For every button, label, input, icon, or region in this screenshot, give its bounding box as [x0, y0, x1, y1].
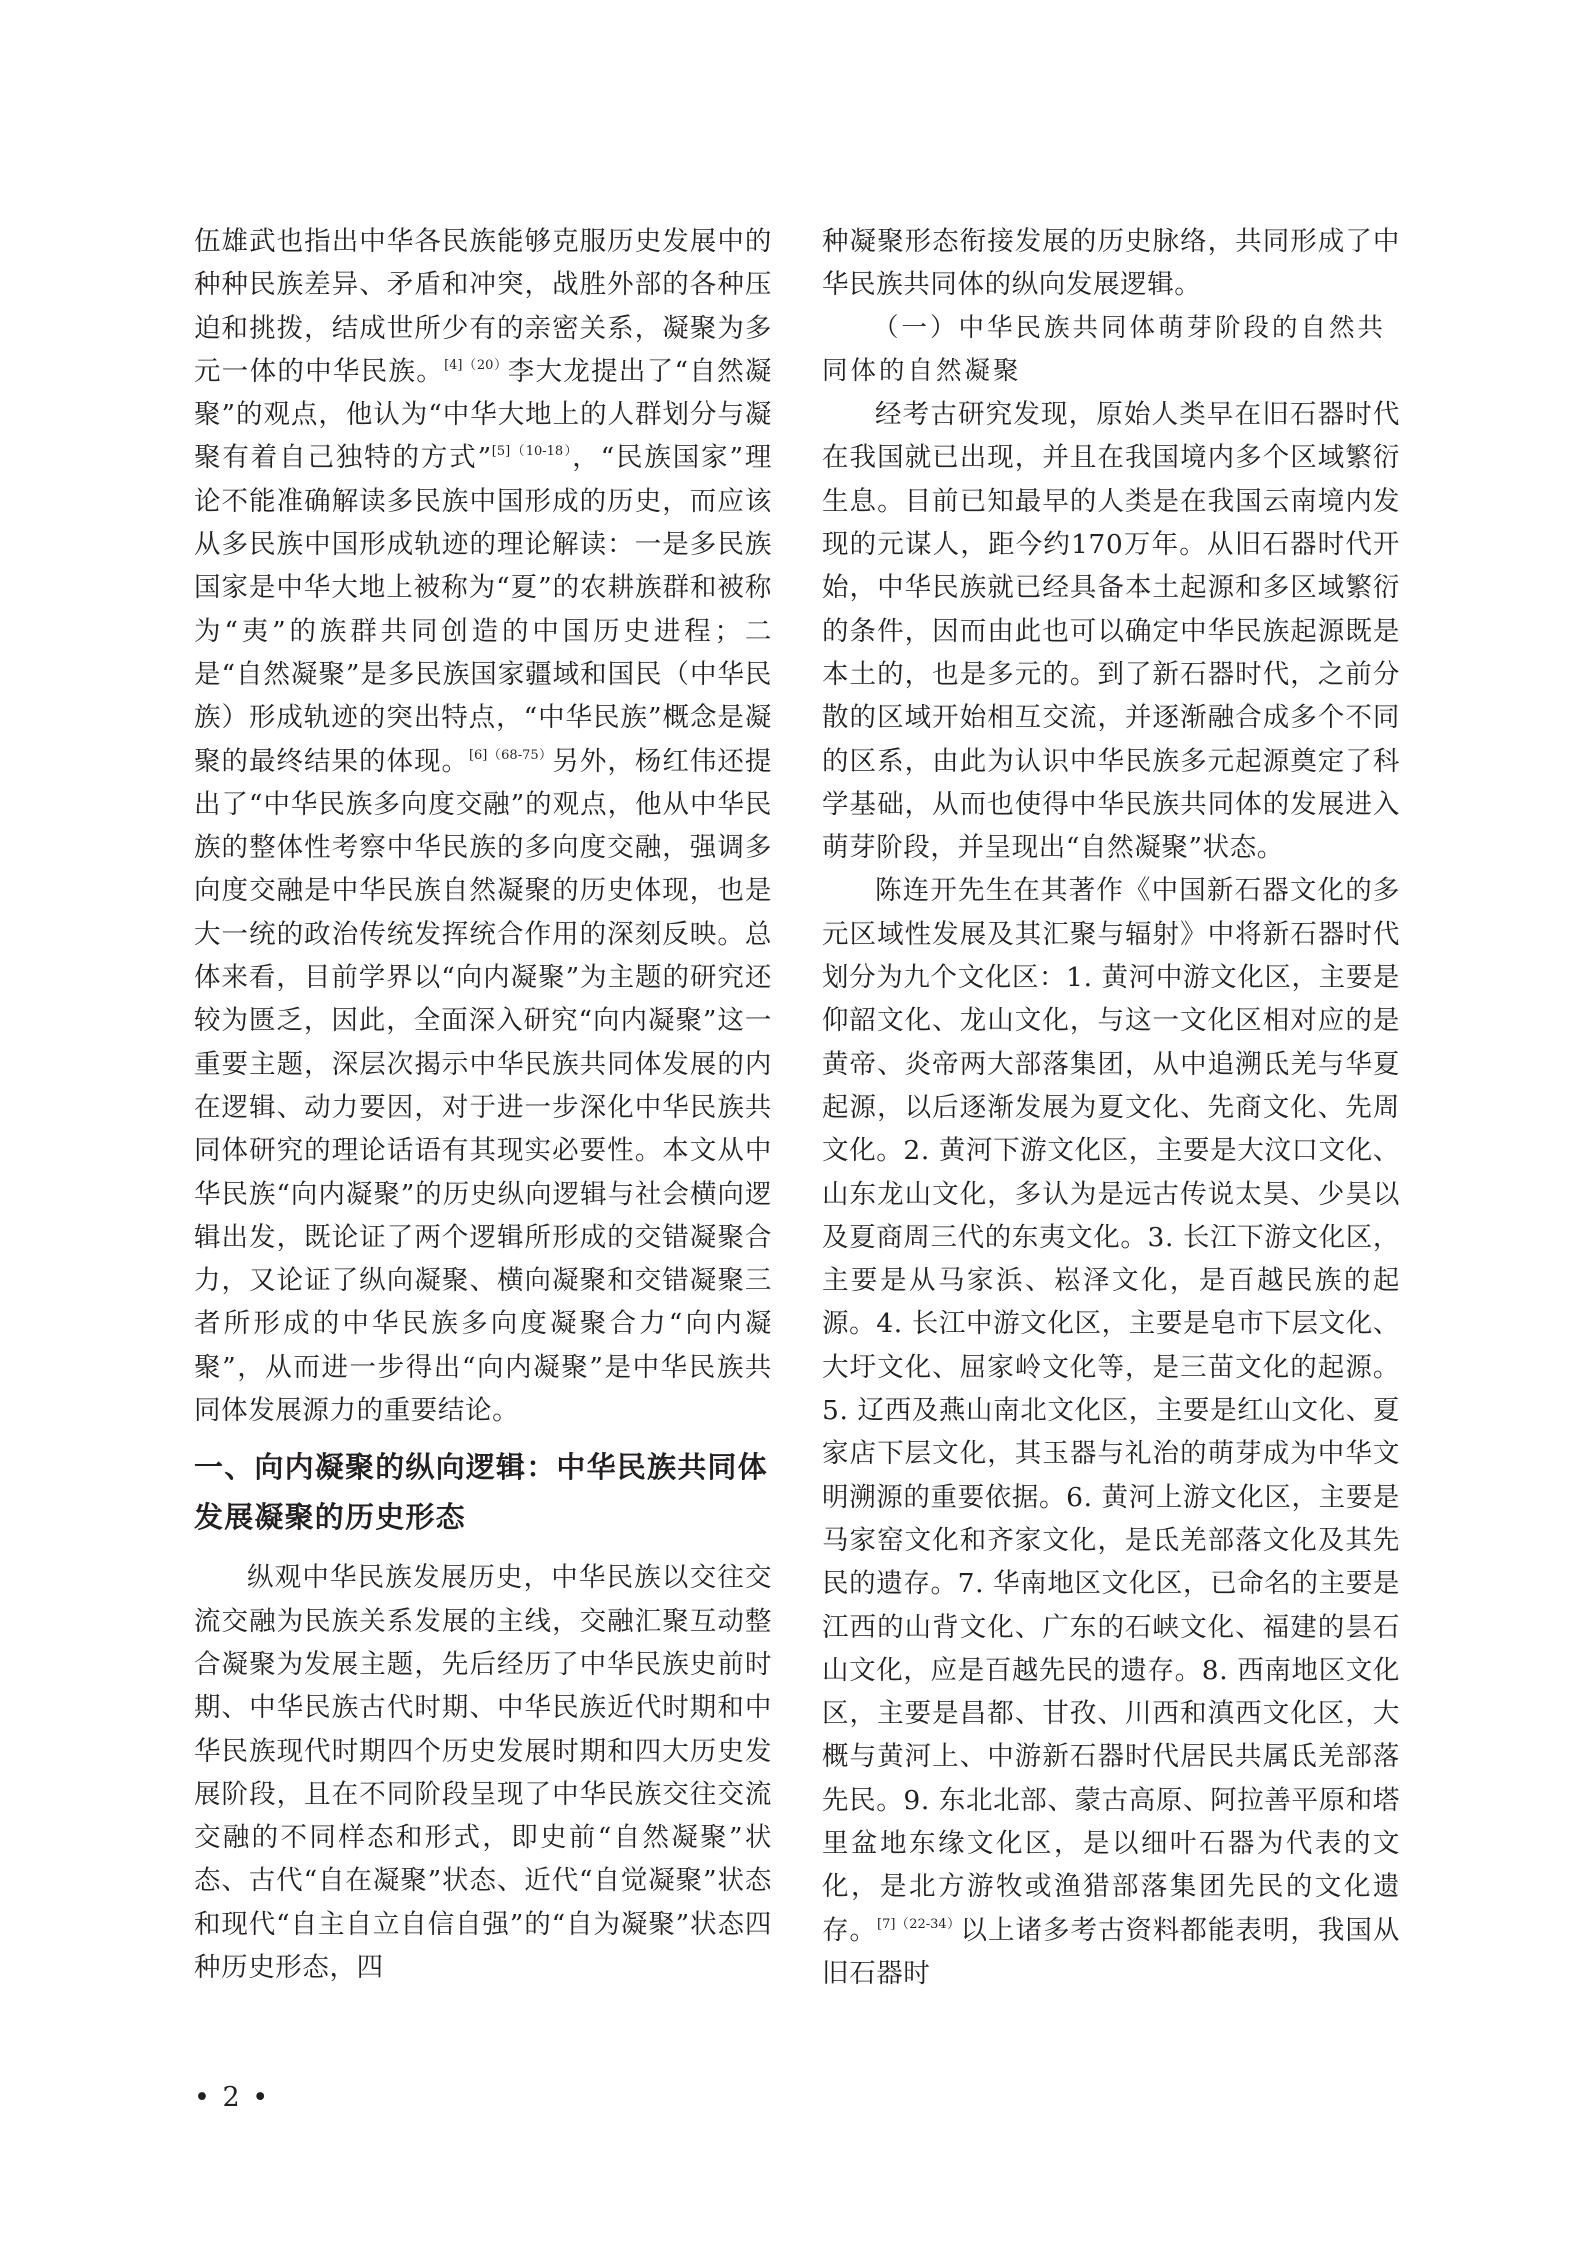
text-run: 以上诸多考古资料都能表明，我国从旧石器时 [822, 1914, 1400, 1989]
citation-mark: [6]（68-75） [468, 747, 553, 763]
section-paragraph: 纵观中华民族发展历史，中华民族以交往交流交融为民族关系发展的主线，交融汇聚互动整合凝聚为发展主题，先后经历了中华民族史前时期、中华民族古代时期、中华民族近代时期和中华民族现代时期四个历史发展时期和四大历史发展阶段，且在不同阶段呈现了中华民族交往交流交融的不同样态和形式，即史前“自然凝聚”状态、古代“自在凝聚”状态、近代“自觉凝聚”状态和现代“自主自立自信自强”的“自为凝聚”状态四种历史形态，四 [194, 1562, 772, 1983]
intro-paragraph [194, 220, 772, 1432]
page-number: • 2 • [194, 2082, 271, 2113]
left-column [194, 220, 772, 1989]
citation-mark: [4]（20） [444, 357, 508, 373]
text-run: 陈连开先生在其著作《中国新石器文化的多元区域性发展及其汇聚与辐射》中将新石器时代划分为九个文化区：1. 黄河中游文化区，主要是仰韶文化、龙山文化，与这一文化区相对应的是黄帝、炎帝两大部落集团，从中追溯氐羌与华夏起源，以后逐渐发展为夏文化、先商文化、先周文化。2. 黄河下游文化区，主要是大汶口文化、山东龙山文化，多认为是远古传说太昊、少昊以及夏商周三代的东夷文化。3. 长江下游文化区，主要是从马家浜、崧泽文化，是百越民族的起源。4. 长江中游文化区，主要是皂市下层文化、大圩文化、屈家岭文化等，是三苗文化的起源。5. 辽西及燕山南北文化区，主要是红山文化、夏家店下层文化，其玉器与礼治的萌芽成为中华文明溯源的重要依据。6. 黄河上游文化区，主要是马家窑文化和齐家文化，是氐羌部落文化及其先民的遗存。7. 华南地区文化区，已命名的主要是江西的山背文化、广东的石峡文化、福建的昙石山文化，应是百越先民的遗存。8. 西南地区文化区，主要是昌都、甘孜、川西和滇西文化区，大概与黄河上、中游新石器时代居民共属氐羌部落先民。9. 东北北部、蒙古高原、阿拉善平原和塔里盆地东缘文化区，是以细叶石器为代表的文化，是北方游牧或渔猎部落集团先民的文化遗存。 [822, 875, 1400, 1946]
continued-paragraph: 种凝聚形态衔接发展的历史脉络，共同形成了中华民族共同体的纵向发展逻辑。 [822, 226, 1400, 301]
text-run: ，“民族国家”理论不能准确解读多民族中国形成的历史，而应该从多民族中国形成轨迹的理论解读：一是多民族国家是中华大地上被称为“夏”的农耕族群和被称为“夷”的族群共同创造的中国历史进程；二是“自然凝聚”是多民族国家疆域和国民（中华民族）形成轨迹的突出特点，“中华民族”概念是凝聚的最终结果的体现。 [194, 442, 772, 777]
section-heading: 一、向内凝聚的纵向逻辑：中华民族共同体发展凝聚的历史形态 [194, 1450, 768, 1535]
text-run: 伍雄武也指出中华各民族能够克服历史发展中的种种民族差异、矛盾和冲突，战胜外部的各种压迫和挑拨，结成世所少有的亲密关系，凝聚为多元一体的中华民族。 [194, 226, 772, 387]
archaeology-paragraph: 经考古研究发现，原始人类早在旧石器时代在我国就已出现，并且在我国境内多个区域繁衍生息。目前已知最早的人类是在我国云南境内发现的元谋人，距今约170万年。从旧石器时代开始，中华民族就已经具备本土起源和多区域繁衍的条件，因而由此也可以确定中华民族起源既是本土的，也是多元的。到了新石器时代，之前分散的区域开始相互交流，并逐渐融合成多个不同的区系，由此为认识中华民族多元起源奠定了科学基础，从而也使得中华民族共同体的发展进入萌芽阶段，并呈现出“自然凝聚”状态。 [822, 399, 1400, 864]
right-column [822, 220, 1400, 1995]
text-run: 李大龙提出了“自然凝聚”的观点，他认为“中华大地上的人群划分与凝聚有着自己独特的方式” [194, 355, 772, 474]
citation-mark: [5]（10-18） [491, 444, 573, 460]
subsection-heading: （一）中华民族共同体萌芽阶段的自然共同体的自然凝聚 [822, 312, 1387, 386]
culture-regions-paragraph [822, 869, 1400, 1995]
citation-mark: [7]（22-34） [877, 1916, 961, 1932]
text-run: 另外，杨红伟还提出了“中华民族多向度交融”的观点，他从中华民族的整体性考察中华民族的多向度交融，强调多向度交融是中华民族自然凝聚的历史体现，也是大一统的政治传统发挥统合作用的深刻反映。总体来看，目前学界以“向内凝聚”为主题的研究还较为匮乏，因此，全面深入研究“向内凝聚”这一重要主题，深层次揭示中华民族共同体发展的内在逻辑、动力要因，对于进一步深化中华民族共同体研究的理论话语有其现实必要性。本文从中华民族“向内凝聚”的历史纵向逻辑与社会横向逻辑出发，既论证了两个逻辑所形成的交错凝聚合力，又论证了纵向凝聚、横向凝聚和交错凝聚三者所形成的中华民族多向度凝聚合力“向内凝聚”，从而进一步得出“向内凝聚”是中华民族共同体发展源力的重要结论。 [194, 745, 772, 1427]
